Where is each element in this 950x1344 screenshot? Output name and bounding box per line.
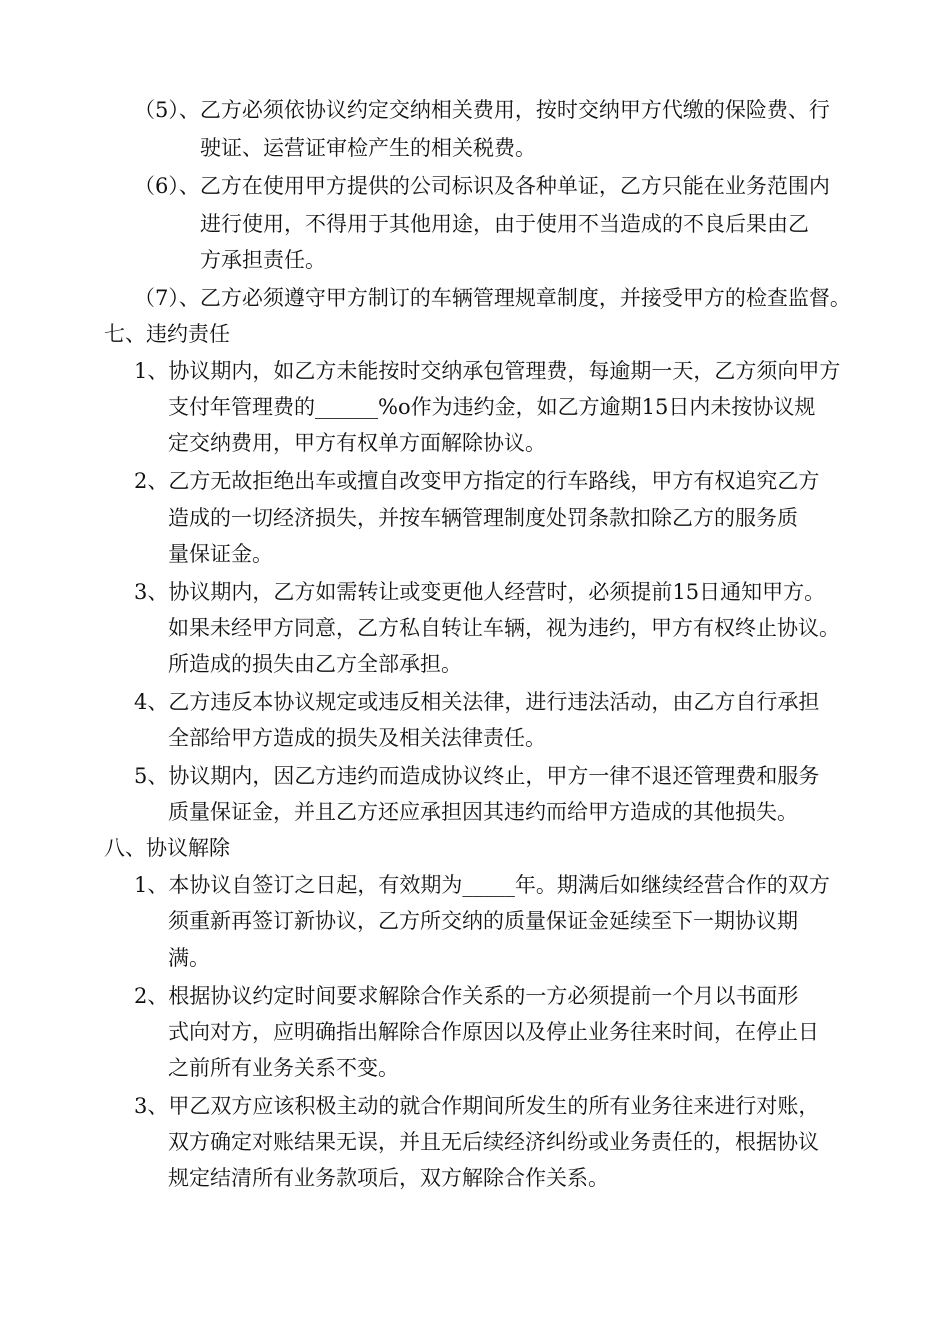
breach-item-5-line-2: 质量保证金，并且乙方还应承担因其违约而给甲方造成的其他损失。: [168, 800, 798, 824]
breach-item-1-line-3: 定交纳费用，甲方有权单方面解除协议。: [168, 431, 546, 455]
termination-item-1-line-2: 须重新再签订新协议，乙方所交纳的质量保证金延续至下一期协议期: [168, 909, 798, 933]
clause-5-line-2: 驶证、运营证审检产生的相关税费。: [200, 136, 536, 160]
breach-item-1-line-1: 1、协议期内，如乙方未能按时交纳承包管理费，每逾期一天，乙方须向甲方: [134, 359, 841, 383]
termination-item-3-line-1: 3、甲乙双方应该积极主动的就合作期间所发生的所有业务往来进行对账，: [134, 1094, 820, 1118]
termination-item-2-line-3: 之前所有业务关系不变。: [168, 1056, 399, 1080]
clause-6-line-3: 方承担责任。: [200, 248, 326, 272]
breach-item-4-line-2: 全部给甲方造成的损失及相关法律责任。: [168, 726, 546, 750]
breach-item-2-line-1: 2、乙方无故拒绝出车或擅自改变甲方指定的行车路线，甲方有权追究乙方: [134, 469, 820, 493]
breach-item-2-line-2: 造成的一切经济损失，并按车辆管理制度处罚条款扣除乙方的服务质: [168, 506, 798, 530]
clause-5-line-1: （5）、乙方必须依协议约定交纳相关费用，按时交纳甲方代缴的保险费、行: [134, 98, 830, 122]
section-heading-breach: 七、违约责任: [104, 322, 230, 346]
termination-item-3-line-3: 规定结清所有业务款项后，双方解除合作关系。: [168, 1166, 609, 1190]
breach-item-3-line-1: 3、协议期内，乙方如需转让或变更他人经营时，必须提前15日通知甲方。: [134, 580, 826, 604]
termination-item-1-line-3: 满。: [168, 946, 210, 970]
termination-item-2-line-1: 2、根据协议约定时间要求解除合作关系的一方必须提前一个月以书面形: [134, 984, 799, 1008]
clause-6-line-1: （6）、乙方在使用甲方提供的公司标识及各种单证，乙方只能在业务范围内: [134, 174, 830, 198]
termination-item-1-line-1: 1、本协议自签订之日起，有效期为_____年。期满后如继续经营合作的双方: [134, 873, 830, 897]
breach-item-1-line-2: 支付年管理费的______%o作为违约金，如乙方逾期15日内未按协议规: [168, 395, 816, 419]
breach-item-5-line-1: 5、协议期内，因乙方违约而造成协议终止，甲方一律不退还管理费和服务: [134, 764, 820, 788]
breach-item-3-line-2: 如果未经甲方同意，乙方私自转让车辆，视为违约，甲方有权终止协议。: [168, 616, 840, 640]
breach-item-3-line-3: 所造成的损失由乙方全部承担。: [168, 652, 462, 676]
breach-item-2-line-3: 量保证金。: [168, 542, 273, 566]
clause-7-line-1: （7）、乙方必须遵守甲方制订的车辆管理规章制度，并接受甲方的检查监督。: [134, 286, 851, 310]
section-heading-termination: 八、协议解除: [104, 836, 230, 860]
breach-item-4-line-1: 4、乙方违反本协议规定或违反相关法律，进行违法活动，由乙方自行承担: [134, 690, 820, 714]
clause-6-line-2: 进行使用，不得用于其他用途，由于使用不当造成的不良后果由乙: [200, 212, 809, 236]
termination-item-2-line-2: 式向对方，应明确指出解除合作原因以及停止业务往来时间，在停止日: [168, 1020, 819, 1044]
termination-item-3-line-2: 双方确定对账结果无误，并且无后续经济纠纷或业务责任的，根据协议: [168, 1130, 819, 1154]
